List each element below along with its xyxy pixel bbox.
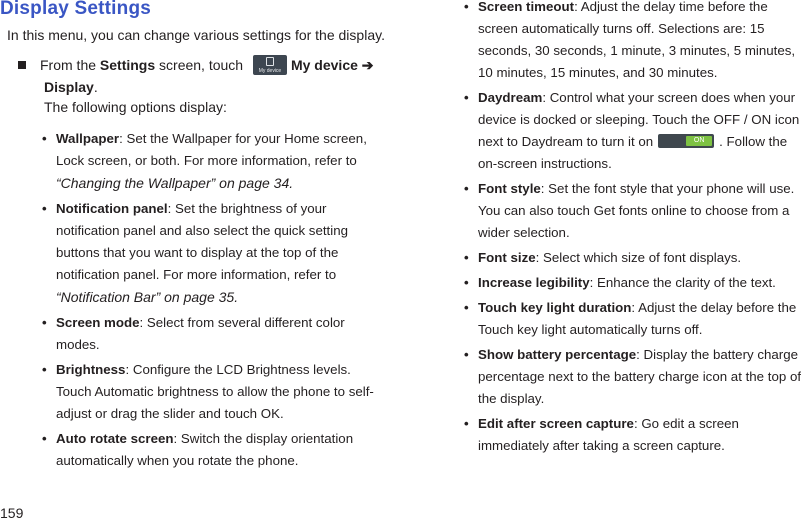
option-term: Screen timeout — [478, 0, 575, 14]
option-term: Show battery percentage — [478, 347, 637, 362]
list-item-wallpaper — [42, 128, 387, 195]
arrow-icon: ➔ — [357, 57, 374, 73]
list-item-font-size — [464, 247, 801, 269]
cross-reference: “Changing the Wallpaper” on page 34 — [56, 175, 290, 191]
page-title: Display Settings — [0, 0, 152, 19]
bullet-icon: • — [42, 431, 47, 446]
bullet-icon: • — [42, 201, 47, 216]
option-term: Font style — [478, 181, 541, 196]
step-end: . — [93, 79, 98, 95]
my-device-tab-icon — [253, 55, 287, 75]
my-device-icon-label: My device — [258, 68, 282, 74]
list-item-edit-after-capture — [464, 413, 801, 457]
list-item-screen-timeout — [464, 0, 801, 84]
list-item-brightness — [42, 359, 387, 425]
option-term: Auto rotate screen — [56, 431, 174, 446]
option-term: Font size — [478, 250, 536, 265]
option-term: Edit after screen capture — [478, 416, 634, 431]
option-term: Brightness — [56, 362, 126, 377]
option-description: : Select which size of font displays. — [535, 250, 742, 265]
square-bullet-icon — [18, 61, 26, 69]
option-term: Daydream — [478, 90, 543, 105]
option-description: : Adjust the delay time before the screen automatically turns off. Selections are: 15 seconds, 30 seconds, 1 minute, 3 minutes, 5 minutes, 10 minutes, 15 minutes, and 30 minutes. — [478, 0, 796, 80]
toggle-on-label: ON — [686, 136, 712, 146]
option-term: Increase legibility — [478, 275, 590, 290]
options-intro: The following options display: — [44, 99, 227, 115]
bullet-icon: • — [42, 131, 47, 146]
option-description: : Enhance the clarity of the text. — [589, 275, 776, 290]
device-icon — [266, 57, 274, 66]
bullet-icon: • — [464, 416, 469, 431]
option-term: Screen mode — [56, 315, 140, 330]
list-item-notification-panel — [42, 198, 387, 309]
option-term: Wallpaper — [56, 131, 120, 146]
left-option-list — [42, 128, 387, 475]
right-option-list — [464, 0, 801, 460]
settings-label: Settings — [99, 57, 156, 73]
on-toggle-icon — [658, 134, 714, 148]
step-prefix: From the — [40, 57, 100, 73]
option-description: : Configure the LCD Brightness levels. Touch Automatic brightness to allow the phone to self-adjust or drag the slider and touch OK. — [56, 362, 374, 421]
my-device-label: My device — [290, 57, 358, 73]
list-item-auto-rotate — [42, 428, 387, 472]
option-description: : Adjust the delay before the Touch key light automatically turns off. — [478, 300, 797, 337]
step-middle: screen, touch — [155, 57, 247, 73]
list-item-battery-percentage — [464, 344, 801, 410]
list-item-font-style — [464, 178, 801, 244]
option-description: : Switch the display orientation automatically when you rotate the phone. — [56, 431, 354, 468]
bullet-icon: • — [464, 347, 469, 362]
cross-reference: “Notification Bar” on page 35 — [56, 289, 235, 305]
option-description: : Select from several different color modes. — [56, 315, 345, 352]
list-item-touch-key-light — [464, 297, 801, 341]
bullet-icon: • — [42, 362, 47, 377]
option-description: : Set the font style that your phone will use. You can also touch Get fonts online to choose from a wider selection. — [478, 181, 795, 240]
list-item-screen-mode — [42, 312, 387, 356]
bullet-icon: • — [464, 275, 469, 290]
instruction-step — [18, 54, 378, 98]
list-item-increase-legibility — [464, 272, 801, 294]
bullet-icon: • — [464, 300, 469, 315]
bullet-icon: • — [42, 315, 47, 330]
option-term: Notification panel — [56, 201, 168, 216]
list-item-daydream — [464, 87, 801, 175]
option-tail: . — [289, 175, 294, 191]
option-description: : Go edit a screen immediately after taking a screen capture. — [478, 416, 739, 453]
option-description: : Control what your screen does when your device is docked or sleeping. Touch the OFF / ON icon next to Daydream to turn it on — [478, 90, 800, 149]
bullet-icon: • — [464, 250, 469, 265]
bullet-icon: • — [464, 0, 469, 14]
option-description: : Set the Wallpaper for your Home screen, Lock screen, or both. For more information, refer to — [56, 131, 367, 168]
display-label: Display — [44, 79, 94, 95]
page-number: 159 — [0, 505, 24, 521]
option-description-end: . Follow the on-screen instructions. — [478, 134, 788, 171]
option-description: : Set the brightness of your notification panel and also select the quick setting buttons that you want to display at the top of the notification panel. For more information, refer to — [56, 201, 348, 282]
bullet-icon: • — [464, 181, 469, 196]
option-term: Touch key light duration — [478, 300, 632, 315]
option-tail: . — [234, 289, 239, 305]
bullet-icon: • — [464, 90, 469, 105]
option-description: : Display the battery charge percentage next to the battery charge icon at the top of the display. — [478, 347, 801, 406]
intro-text: In this menu, you can change various settings for the display. — [7, 27, 385, 43]
